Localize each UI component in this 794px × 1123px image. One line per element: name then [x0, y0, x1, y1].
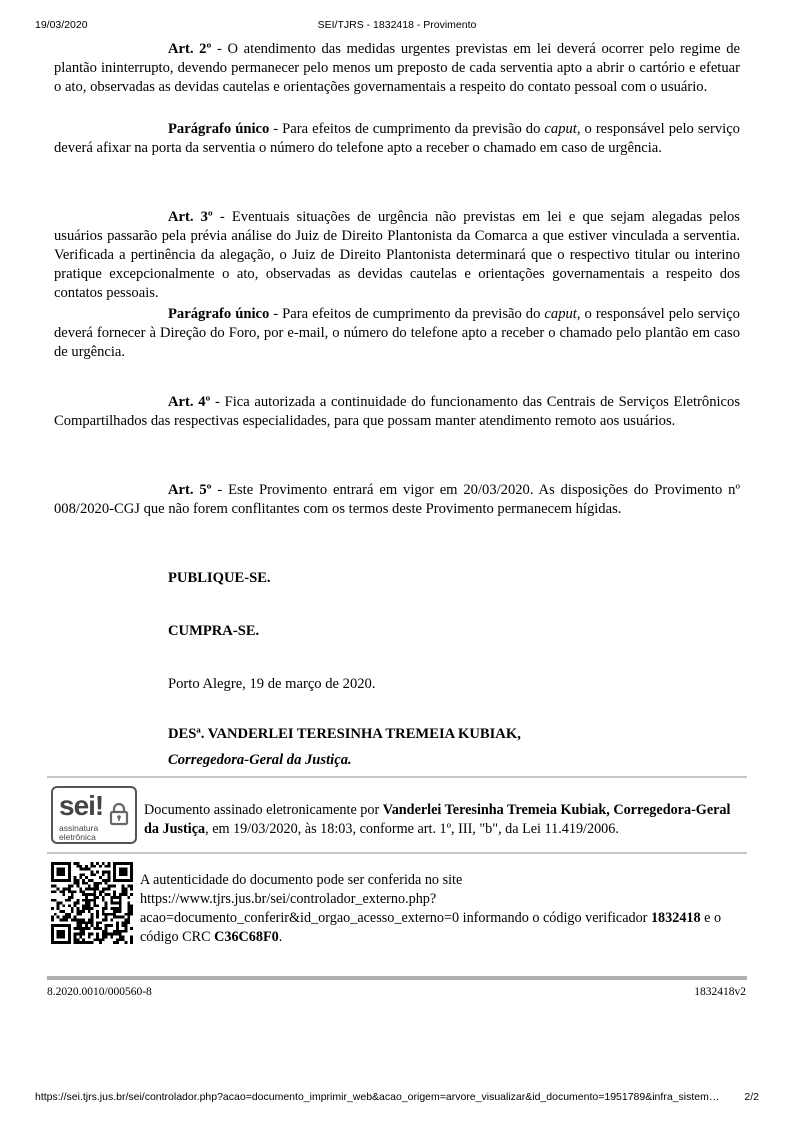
crc-code: C36C68F0	[214, 929, 279, 945]
divider	[47, 776, 747, 778]
authenticity-statement: A autenticidade do documento pode ser conferida no site https://www.tjrs.jus.br/sei/controlador_externo.php? acao=documento_conferir&id_orgao_acesso_externo=0 informando o código verificador 1832418 e o código CRC C36C68F0.	[140, 872, 722, 945]
authenticity-url: https://www.tjrs.jus.br/sei/controlador_externo.php?	[140, 891, 437, 907]
paragraph-text: , o responsável pelo serviço deverá fornecer à Direção do Foro, por e-mail, o número do telefone apto a receber o chamado pelo plantão em caso de urgência.	[54, 306, 740, 360]
article-4-text: - Fica autorizada a continuidade do funcionamento das Centrais de Serviços Eletrônicos Compartilhados das respectivas especialidades, para que possam manter atendimento remoto aos usuários.	[54, 394, 740, 429]
divider	[47, 976, 747, 980]
print-url: https://sei.tjrs.jus.br/sei/controlador.php?acao=documento_imprimir_web&acao_origem=arvore_visualizar&id_documento=1951789&infra_sistem…	[35, 1091, 720, 1103]
article-2	[54, 40, 740, 97]
article-4	[54, 393, 740, 431]
article-2-text: - O atendimento das medidas urgentes previstas em lei deverá ocorrer pelo regime de plantão ininterrupto, devendo permanecer pelo menos um preposto de cada serventia apto a abrir o cartório e efetuar o ato, observadas as devidas cautelas e orientações governamentais a respeito do contato pessoal com o usuário.	[54, 41, 740, 95]
article-3-label: Art. 3º	[168, 209, 213, 225]
article-5-label: Art. 5º	[168, 482, 212, 498]
print-date: 19/03/2020	[35, 19, 88, 31]
paragraph-label: Parágrafo único	[168, 121, 270, 137]
signer-role: Corregedora-Geral da Justiça.	[168, 752, 352, 768]
process-number: 8.2020.0010/000560-8	[47, 986, 152, 998]
article-2-paragraph	[54, 120, 740, 158]
qr-code	[51, 862, 133, 944]
seal-caption: assinatura eletrônica	[59, 823, 99, 842]
divider	[47, 852, 747, 854]
page-number: 2/2	[744, 1091, 759, 1103]
verification-code: 1832418	[650, 910, 701, 926]
print-title: SEI/TJRS - 1832418 - Provimento	[317, 19, 477, 31]
paragraph-text: , o responsável pelo serviço deverá afixar na porta da serventia o número do telefone apto a receber o chamado em caso de urgência.	[54, 121, 740, 156]
article-5	[54, 481, 740, 519]
authenticity-line: A autenticidade do documento pode ser conferida no site	[140, 872, 463, 888]
signer-name: DESª. VANDERLEI TERESINHA TREMEIA KUBIAK,	[168, 726, 521, 742]
paragraph-text: - Para efeitos de cumprimento da previsão do	[269, 306, 545, 322]
article-2-label: Art. 2º	[168, 41, 212, 57]
document-version: 1832418v2	[694, 986, 746, 998]
paragraph-label: Parágrafo único	[168, 306, 270, 322]
article-3-text: - Eventuais situações de urgência não previstas em lei e que sejam alegadas pelos usuários passarão pela prévia análise do Juiz de Direito Plantonista da Comarca a que estiver vinculada a serventia. Verificada a pertinência da alegação, o Juiz de Direito Plantonista determinará que o respectivo titular ou interino pratique excepcionalmente o ato, observadas as devidas cautelas e orientações governamentais a respeito dos contatos pessoais.	[54, 209, 740, 301]
signer-signature: Vanderlei Teresinha Tremeia Kubiak, Corregedora-Geral da Justiça	[144, 802, 731, 837]
lock-icon	[109, 802, 129, 831]
sei-logo: sei!	[59, 790, 104, 821]
cumpra-se: CUMPRA-SE.	[168, 623, 260, 639]
article-4-label: Art. 4º	[168, 394, 211, 410]
signature-statement: Documento assinado eletronicamente por Vanderlei Teresinha Tremeia Kubiak, Corregedora-Geral da Justiça, em 19/03/2020, às 18:03, conforme art. 1º, III, "b", da Lei 11.419/2006.	[144, 802, 731, 837]
caput-term: caput	[544, 121, 577, 137]
sei-signature-seal	[51, 786, 137, 844]
article-3-paragraph	[54, 305, 740, 362]
place-date: Porto Alegre, 19 de março de 2020.	[168, 676, 376, 692]
article-3	[54, 208, 740, 303]
publique-se: PUBLIQUE-SE.	[168, 570, 271, 586]
caput-term: caput	[544, 306, 577, 322]
authenticity-params: acao=documento_conferir&id_orgao_acesso_externo=0 informando o código verificador	[140, 910, 651, 926]
paragraph-text: - Para efeitos de cumprimento da previsão do	[269, 121, 545, 137]
article-5-text: - Este Provimento entrará em vigor em 20/03/2020. As disposições do Provimento nº 008/2020-CGJ que não forem conflitantes com os termos deste Provimento permanecem hígidas.	[54, 482, 740, 517]
